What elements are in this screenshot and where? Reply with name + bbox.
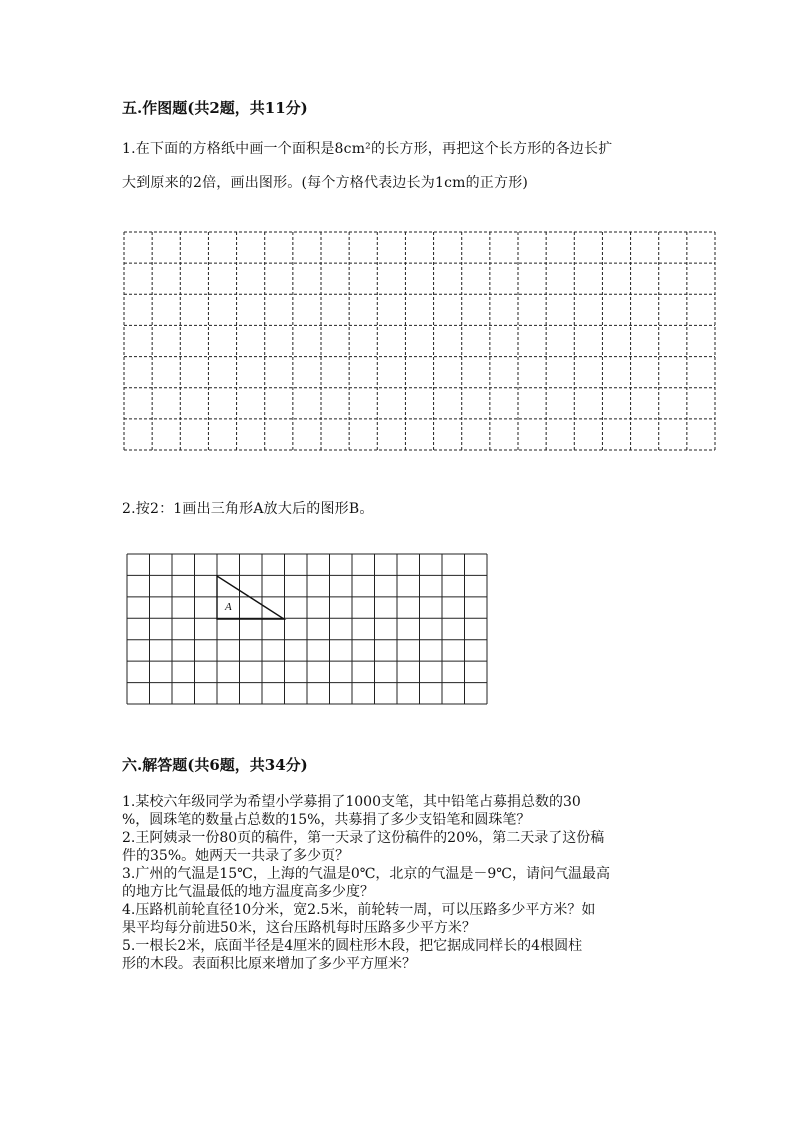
question-line: %，圆珠笔的数量占总数的15%，共募捐了多少支铅笔和圆珠笔？ [122, 812, 531, 828]
question-line: 2.王阿姨录一份80页的稿件，第一天录了这份稿件的20%，第二天录了这份稿 [122, 830, 605, 846]
question-line: 5.一根长2米，底面半径是4厘米的圆柱形木段，把它据成同样长的4根圆柱 [122, 938, 583, 954]
triangle-a-label: A [225, 601, 232, 613]
question-line: 1.某校六年级同学为希望小学募捐了1000支笔，其中铅笔占募捐总数的30 [122, 794, 581, 810]
question-1-line-2: 大到原来的2倍，画出图形。(每个方格代表边长为1cm的正方形) [122, 175, 529, 191]
question-line: 果平均每分前进50米，这台压路机每时压路多少平方米？ [122, 920, 476, 936]
question-line: 4.压路机前轮直径10分米，宽2.5米，前轮转一周，可以压路多少平方米？如 [122, 902, 596, 918]
dashed-square-grid [124, 232, 716, 450]
section-5-title: 五.作图题(共2题，共11分) [122, 99, 308, 117]
question-1-line-1: 1.在下面的方格纸中画一个面积是8cm²的长方形，再把这个长方形的各边长扩 [122, 141, 613, 157]
question-2-text: 2.按2：1画出三角形A放大后的图形B。 [122, 501, 374, 517]
question-line: 3.广州的气温是15℃，上海的气温是0℃，北京的气温是－9℃，请问气温最高 [122, 866, 610, 882]
answer-questions-list [122, 793, 610, 973]
question-line: 件的35%。她两天一共录了多少页？ [122, 848, 350, 864]
solid-square-grid [127, 554, 488, 705]
question-line: 形的木段。表面积比原来增加了多少平方厘米？ [122, 956, 416, 972]
question-line: 的地方比气温最低的地方温度高多少度？ [122, 884, 374, 900]
section-6-title: 六.解答题(共6题，共34分) [122, 756, 308, 774]
